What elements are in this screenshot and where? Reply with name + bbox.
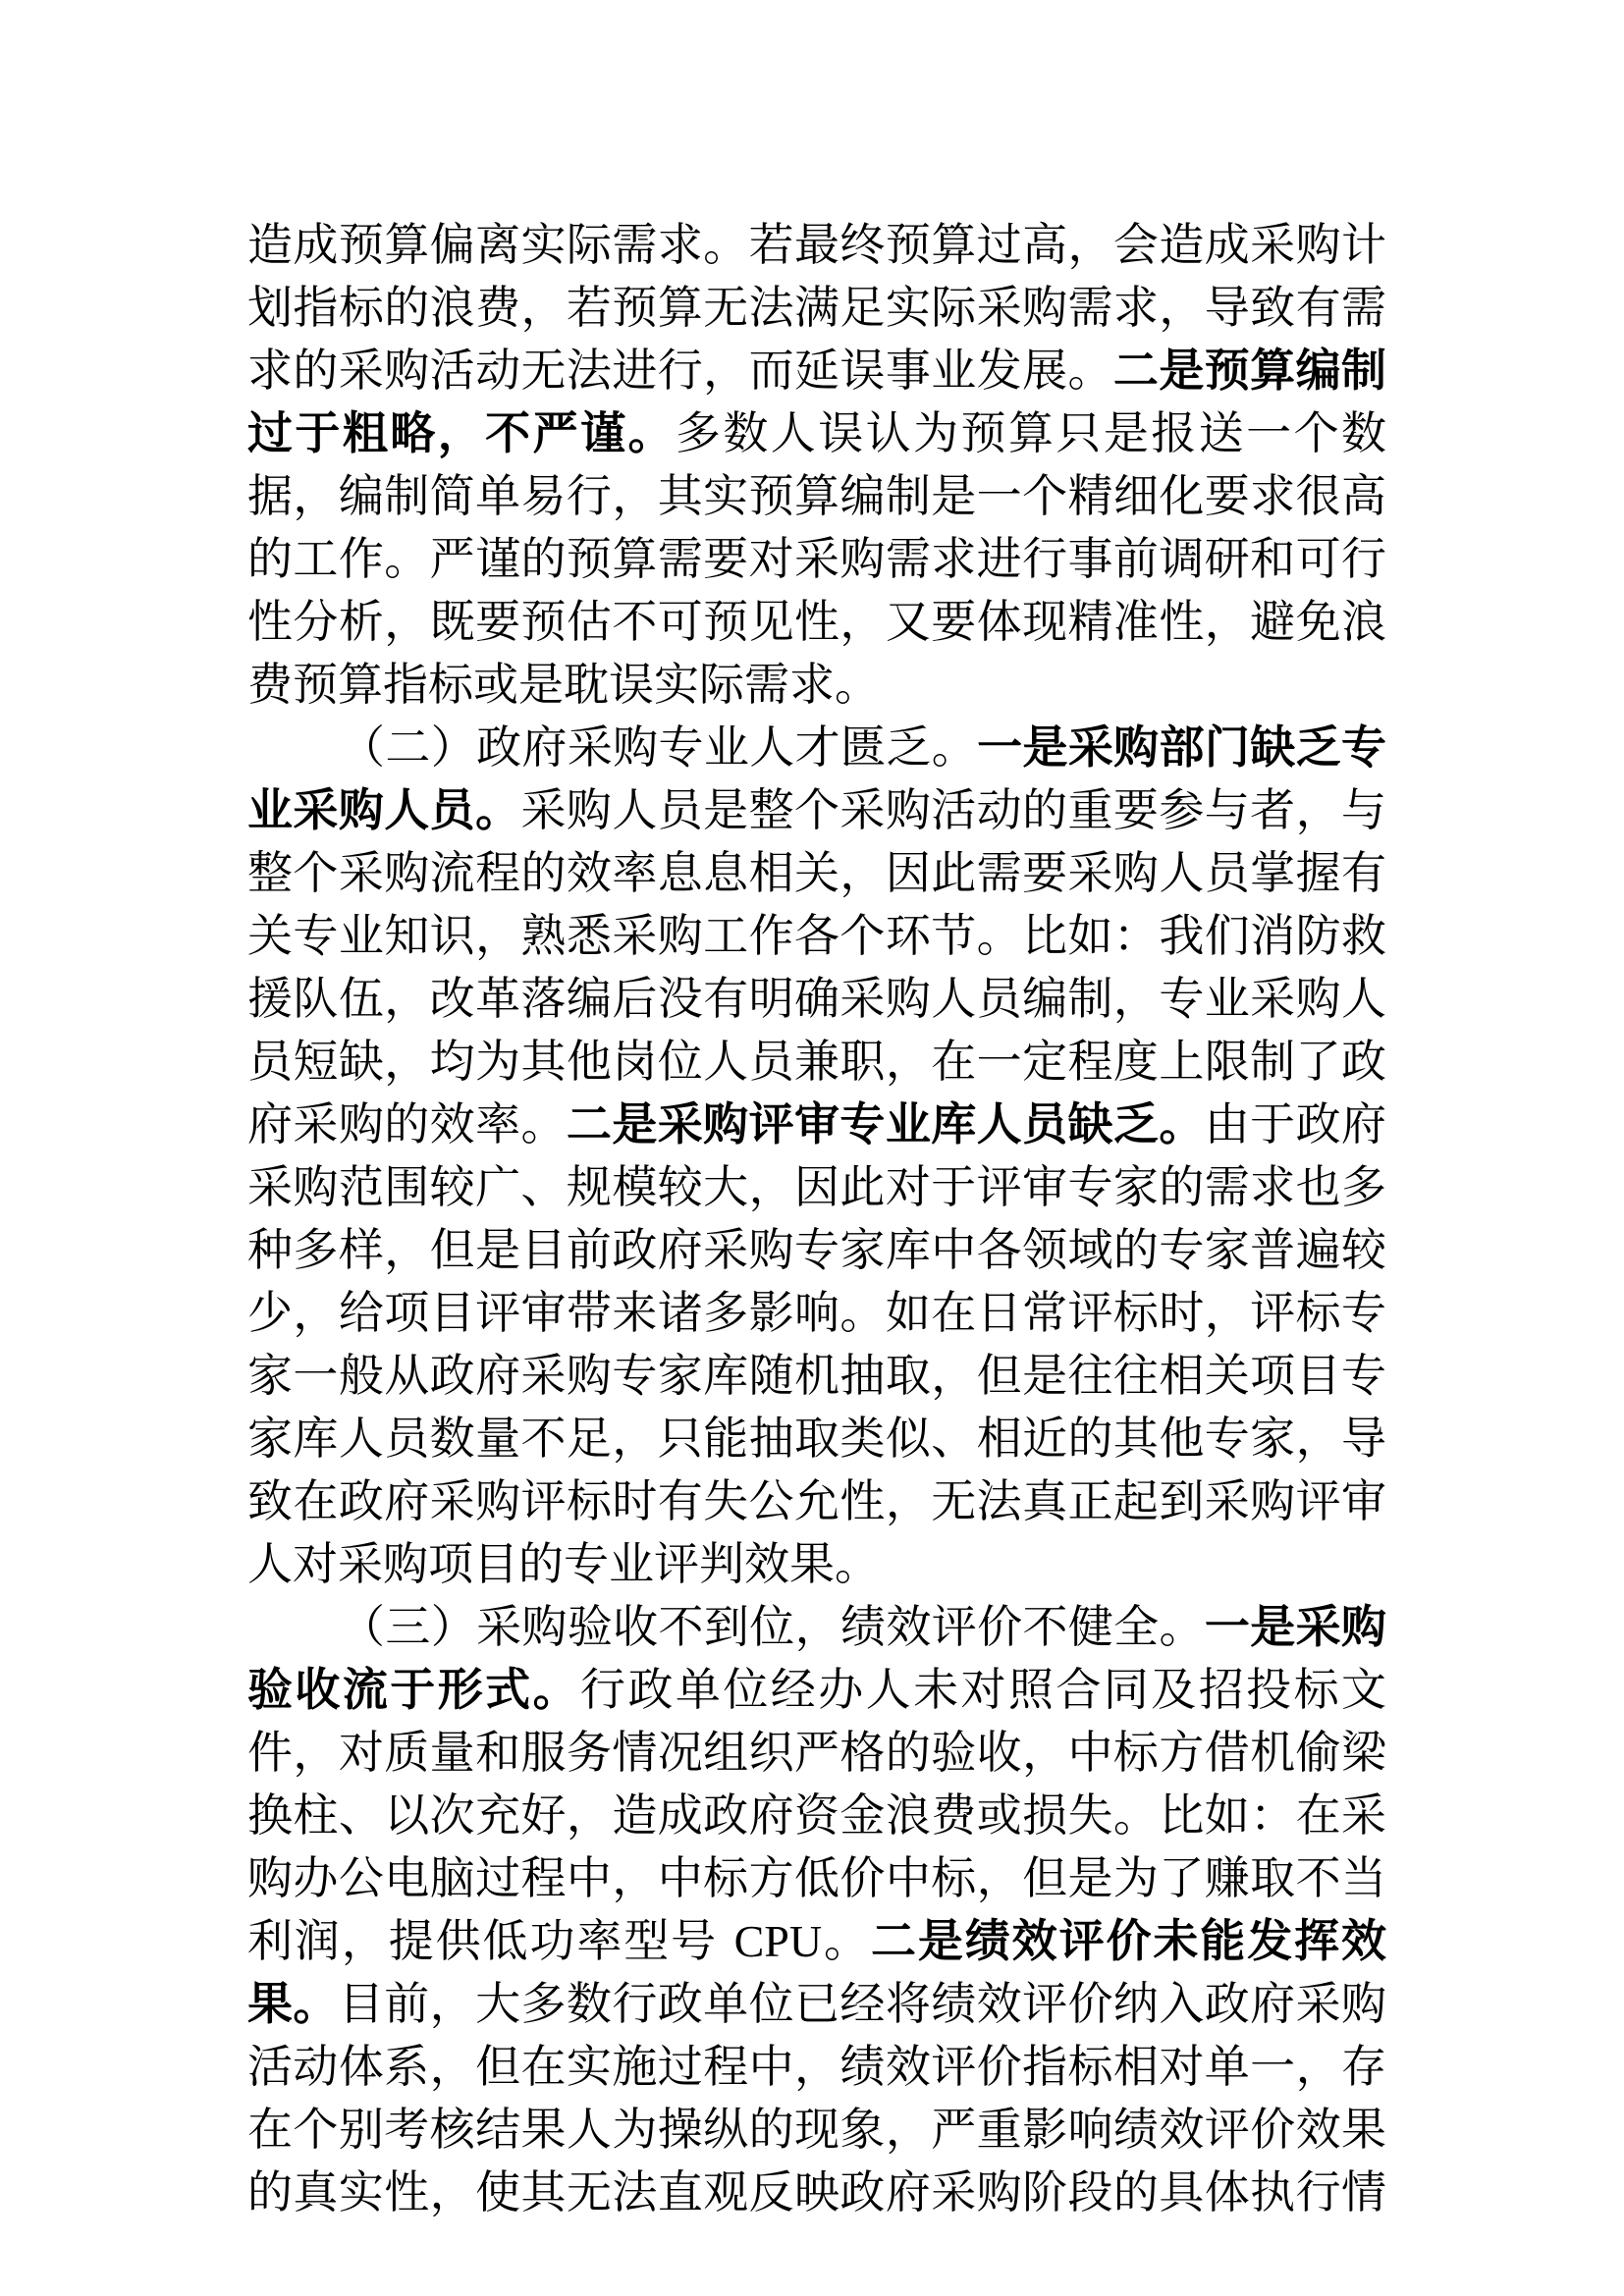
- text-line: 求的采购活动无法进行，而延误事业发展。二是预算编制: [247, 344, 1387, 397]
- cpu-term: CPU: [733, 1916, 823, 1966]
- text-line: 费预算指标或是耽误实际需求。: [247, 658, 880, 711]
- bold-heading: 二是绩效评价未能发挥效: [870, 1914, 1387, 1967]
- text-line: （三）采购验收不到位，绩效评价不健全。一是采购: [340, 1600, 1387, 1653]
- bold-heading: 业采购人员。: [247, 783, 521, 836]
- text-line: 家库人员数量不足，只能抽取类似、相近的其他专家，导: [247, 1412, 1386, 1465]
- text-line: 在个别考核结果人为操纵的现象，严重影响绩效评价效果: [247, 2103, 1386, 2156]
- bold-heading: 一是采购部门缺乏专: [977, 721, 1387, 774]
- text-line: 的工作。严谨的预算需要对采购需求进行事前调研和可行: [247, 532, 1386, 585]
- bold-heading: 过于粗略，不严谨。: [247, 406, 676, 459]
- text-line: 活动体系，但在实施过程中，绩效评价指标相对单一，存: [247, 2040, 1386, 2093]
- text-line: 种多样，但是目前政府采购专家库中各领域的专家普遍较: [247, 1223, 1386, 1276]
- text-line: 家一般从政府采购专家库随机抽取，但是往往相关项目专: [247, 1349, 1386, 1402]
- text-line: 关专业知识，熟悉采购工作各个环节。比如：我们消防救: [247, 909, 1386, 962]
- text-line: 少，给项目评审带来诸多影响。如在日常评标时，评标专: [247, 1286, 1386, 1339]
- text-line: 人对采购项目的专业评判效果。: [247, 1537, 880, 1590]
- text-line: 府采购的效率。二是采购评审专业库人员缺乏。由于政府: [247, 1097, 1387, 1150]
- text-line: （二）政府采购专业人才匮乏。一是采购部门缺乏专: [340, 721, 1387, 774]
- bold-heading: 验收流于形式。: [247, 1663, 581, 1716]
- text-line: 造成预算偏离实际需求。若最终预算过高，会造成采购计: [247, 218, 1386, 271]
- text-line: 员短缺，均为其他岗位人员兼职，在一定程度上限制了政: [247, 1035, 1386, 1088]
- text-line: 换柱、以次充好，造成政府资金浪费或损失。比如：在采: [247, 1789, 1386, 1842]
- bold-heading: 果。: [247, 1977, 339, 2030]
- text-line: 援队伍，改革落编后没有明确采购人员编制，专业采购人: [247, 972, 1386, 1025]
- text-line: 整个采购流程的效率息息相关，因此需要采购人员掌握有: [247, 846, 1386, 899]
- bold-heading: 二是采购评审专业库人员缺乏。: [566, 1097, 1205, 1150]
- text-line: 的真实性，使其无法直观反映政府采购阶段的具体执行情: [247, 2165, 1386, 2218]
- text-line: 果。目前，大多数行政单位已经将绩效评价纳入政府采购: [247, 1977, 1387, 2030]
- text-line: 购办公电脑过程中，中标方低价中标，但是为了赚取不当: [247, 1851, 1386, 1904]
- text-line: 划指标的浪费，若预算无法满足实际采购需求，导致有需: [247, 281, 1386, 334]
- text-line: 致在政府采购评标时有失公允性，无法真正起到采购评审: [247, 1474, 1386, 1527]
- bold-heading: 二是预算编制: [1112, 344, 1387, 397]
- text-line: 性分析，既要预估不可预见性，又要体现精准性，避免浪: [247, 595, 1386, 648]
- text-line: 过于粗略，不严谨。多数人误认为预算只是报送一个数: [247, 406, 1387, 459]
- text-line: 利润，提供低功率型号 CPU。二是绩效评价未能发挥效: [247, 1914, 1387, 1967]
- text-line: 业采购人员。采购人员是整个采购活动的重要参与者，与: [247, 783, 1387, 836]
- bold-heading: 一是采购: [1204, 1600, 1387, 1653]
- text-line: 采购范围较广、规模较大，因此对于评审专家的需求也多: [247, 1160, 1386, 1213]
- text-line: 验收流于形式。行政单位经办人未对照合同及招投标文: [247, 1663, 1387, 1716]
- text-line: 据，编制简单易行，其实预算编制是一个精细化要求很高: [247, 469, 1386, 522]
- text-line: 件，对质量和服务情况组织严格的验收，中标方借机偷梁: [247, 1726, 1386, 1779]
